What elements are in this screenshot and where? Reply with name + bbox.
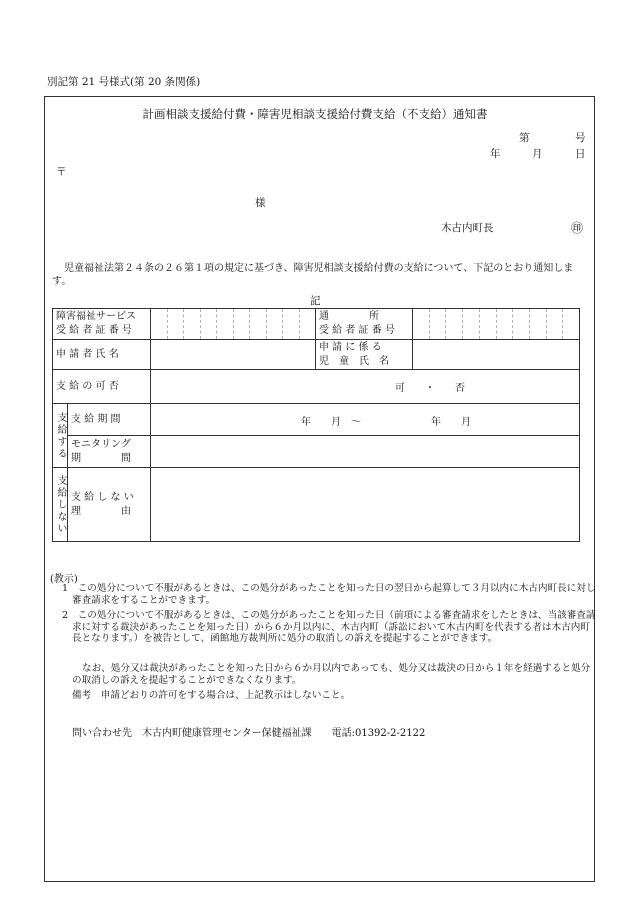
child-label-cell <box>316 340 413 370</box>
monitoring-label-1: モニタリング <box>71 438 131 450</box>
period-label: 支 給 期 間 <box>71 413 121 425</box>
form-id: 別記第 21 号様式(第 20 条関係) <box>47 76 201 88</box>
cert-label-cell <box>53 309 151 340</box>
reason-label-2: 理 由 <box>71 505 131 517</box>
applicant-name-field[interactable] <box>151 340 316 370</box>
reason-label-cell <box>68 468 151 542</box>
kahi-label-cell <box>53 370 151 404</box>
child-name-field[interactable] <box>413 340 580 370</box>
kahi-value-cell[interactable] <box>151 370 580 404</box>
period-label-cell <box>68 404 151 436</box>
cert-label-1: 障害福祉サービス <box>56 311 136 322</box>
contact-info: 問い合わせ先 木古内町健康管理センター保健福祉課 電話:01392-2-2122 <box>72 728 426 739</box>
issuer-name: 木古内町長 <box>441 222 494 234</box>
kahi-value: 可 ・ 否 <box>395 383 465 394</box>
applicant-label-cell <box>53 340 151 370</box>
kyoji-item-2: 2 この処分について不服があるときは、この処分があったことを知った日（前項による審査請求をしたときは、当該審査請求に対する裁決があったことを知った日）から６か月以内に、木古内町（訴訟において木古内町を代表する者は木古内町長となります。）を被告として、函館地方裁判所に処分の取消しの訴えを提起することができます。 <box>62 610 596 645</box>
shikyu-suru-label: 支給する <box>55 411 66 460</box>
kyoji-heading: (教示) <box>50 574 78 585</box>
period-value-start: 年 月 ～ <box>301 417 361 428</box>
date-year: 年 <box>490 148 501 160</box>
ki-heading: 記 <box>310 295 321 307</box>
date-day: 日 <box>575 148 586 160</box>
kyoji-item-1: 1 この処分について不服があるときは、この処分があったことを知った日の翌日から起算して３月以内に木古内町長に対し審査請求をすることができます。 <box>62 583 596 606</box>
tsusho-number-boxes[interactable] <box>413 309 580 340</box>
notification-table <box>52 308 580 542</box>
monitoring-value-field[interactable] <box>151 436 580 468</box>
shikyu-suru-cell <box>53 404 68 468</box>
applicant-label: 申 請 者 氏 名 <box>56 348 119 360</box>
reason-label-1: 支 給 し な い <box>71 491 134 503</box>
kyoji-bikou: 備考 申請どおりの許可をする場合は、上記教示はしないこと。 <box>72 690 351 701</box>
tsusho-label-2: 受 給 者 証 番 号 <box>319 325 395 336</box>
monitoring-label-cell <box>68 436 151 468</box>
postal-mark: 〒 <box>56 166 67 178</box>
cert-number-boxes[interactable] <box>151 309 316 340</box>
addressee-suffix: 様 <box>255 197 266 209</box>
shikyu-shinai-label: 支給しない <box>55 474 66 535</box>
kyoji-item-3: なお、処分又は裁決があったことを知った日から６か月以内であっても、処分又は裁決の日から１年を経過すると処分の取消しの訴えを提起することができなくなります。 <box>72 663 591 686</box>
date-month: 月 <box>532 148 543 160</box>
body-text: 児童福祉法第２４条の２６第１項の規定に基づき、障害児相談支援給付費の支給について、下記のとおり通知します。 <box>52 263 574 287</box>
tsusho-label-1: 通 所 <box>319 311 379 322</box>
period-value-cell[interactable] <box>151 404 580 436</box>
monitoring-label-2: 期 間 <box>71 452 131 464</box>
child-label-1: 申 請 に 係 る <box>319 341 382 353</box>
tsusho-label-cell <box>316 309 413 340</box>
shikyu-shinai-cell <box>53 468 68 542</box>
seal-mark: ㊞ <box>571 221 584 235</box>
reason-value-field[interactable] <box>151 468 580 542</box>
period-value-end: 年 月 <box>431 417 471 428</box>
child-label-2: 児 童 氏 名 <box>319 355 389 367</box>
number-dai: 第 <box>519 132 530 144</box>
kahi-label: 支 給 の 可 否 <box>56 380 119 392</box>
number-gou: 号 <box>575 132 586 144</box>
cert-label-2: 受 給 者 証 番 号 <box>56 325 132 336</box>
document-title: 計画相談支援給付費・障害児相談支援給付費支給（不支給）通知書 <box>142 107 488 121</box>
